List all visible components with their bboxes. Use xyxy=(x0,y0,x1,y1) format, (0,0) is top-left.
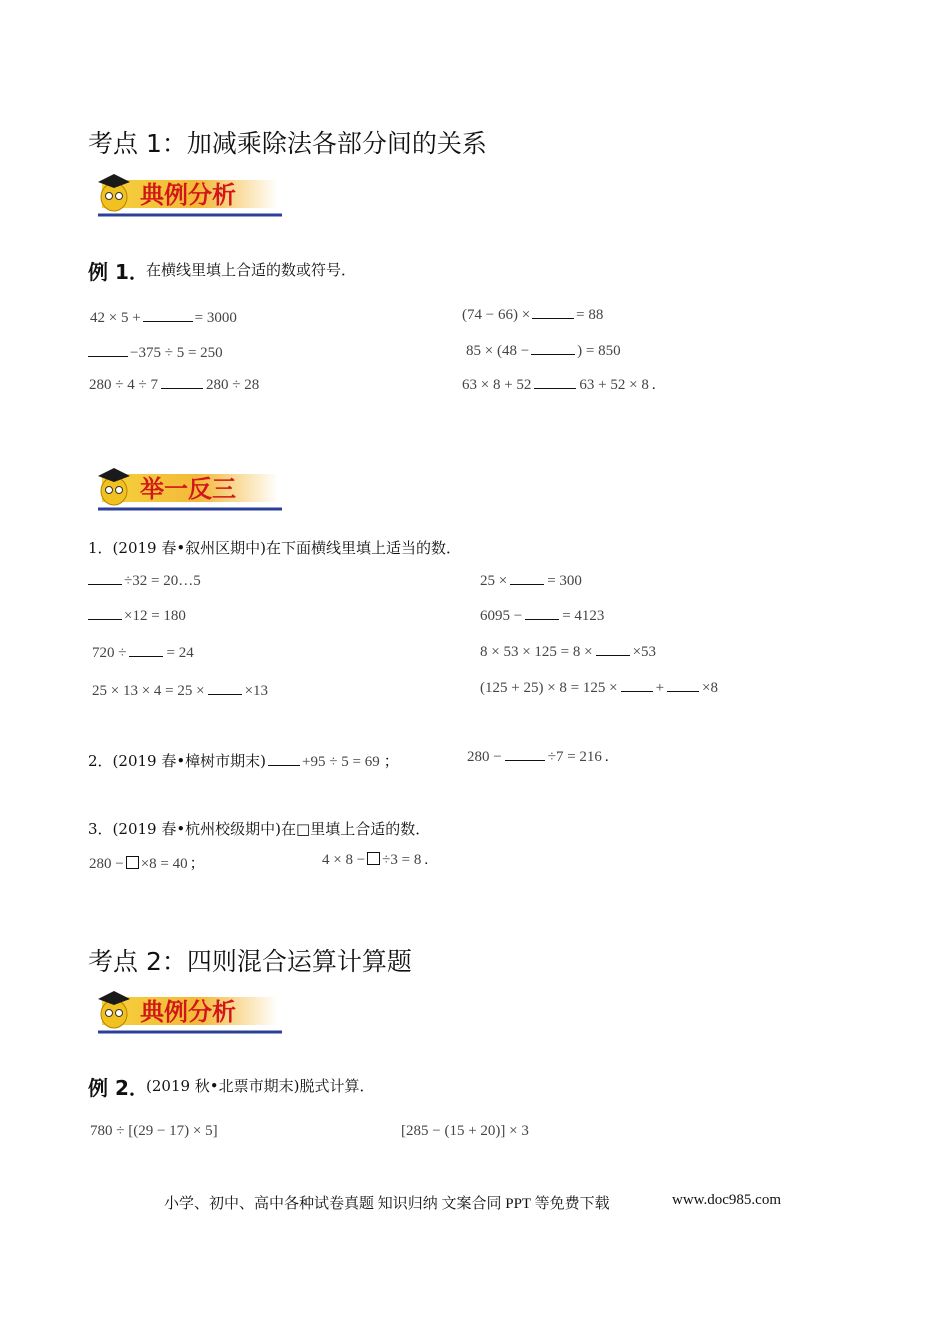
section-2-title: 考点 2：四则混合运算计算题 xyxy=(88,947,412,976)
q1-b2: 6095 − = 4123 xyxy=(480,605,604,625)
answer-blank[interactable] xyxy=(532,304,574,319)
answer-blank[interactable] xyxy=(88,605,122,620)
q1-b1: 25 × = 300 xyxy=(480,570,582,590)
dianli-banner xyxy=(92,168,284,220)
ex1-row2-right: 85 × (48 − ) = 850 xyxy=(466,340,621,360)
example-1-prompt: 在横线里填上合适的数或符号． xyxy=(146,261,357,279)
ex1-row1-left: 42 × 5 + = 3000 xyxy=(90,307,237,327)
ex1-row1-right: (74 − 66) × = 88 xyxy=(462,304,603,324)
answer-blank[interactable] xyxy=(510,570,544,585)
answer-blank[interactable] xyxy=(596,641,630,656)
ex1-row3-left: 280 ÷ 4 ÷ 7 280 ÷ 28 xyxy=(89,374,259,394)
example-2-prompt: (2019 秋•北票市期末)脱式计算． xyxy=(146,1077,375,1095)
footer-url[interactable]: www.doc985.com xyxy=(672,1192,782,1208)
answer-blank[interactable] xyxy=(667,677,699,692)
answer-blank[interactable] xyxy=(268,751,300,766)
q2-right: 280 − ÷7 = 216 . xyxy=(467,746,609,766)
q3-right: 4 × 8 − ÷3 = 8 . xyxy=(322,852,429,868)
dianli-banner-2 xyxy=(92,985,284,1037)
q1-b4: (125 + 25) × 8 = 125 × + ×8 xyxy=(480,677,718,697)
answer-blank[interactable] xyxy=(88,570,122,585)
q1-a4: 25 × 13 × 4 = 25 × ×13 xyxy=(92,680,268,700)
answer-blank[interactable] xyxy=(208,680,242,695)
answer-blank[interactable] xyxy=(621,677,653,692)
q1-a3: 720 ÷ = 24 xyxy=(92,642,194,662)
dianli-banner-2-text: 典例分析 xyxy=(140,998,236,1026)
example-2-expr-2: [285 − (15 + 20)] × 3 xyxy=(401,1123,529,1139)
answer-blank[interactable] xyxy=(161,374,203,389)
answer-blank[interactable] xyxy=(525,605,559,620)
juyi-banner-text: 举一反三 xyxy=(140,475,236,503)
answer-blank[interactable] xyxy=(129,642,163,657)
answer-blank[interactable] xyxy=(534,374,576,389)
answer-box[interactable] xyxy=(126,856,139,869)
example-1-label: 例 1． xyxy=(88,260,149,284)
q1-b3: 8 × 53 × 125 = 8 × ×53 xyxy=(480,641,656,661)
answer-blank[interactable] xyxy=(505,746,545,761)
answer-blank[interactable] xyxy=(531,340,575,355)
example-2-label: 例 2． xyxy=(88,1076,149,1100)
juyi-banner xyxy=(92,462,284,514)
ex1-row3-right: 63 × 8 + 52 63 + 52 × 8 . xyxy=(462,374,656,394)
q3-left: 280 − ×8 = 40 ； xyxy=(89,856,205,872)
footer-text: 小学、初中、高中各种试卷真题 知识归纳 文案合同 PPT 等免费下载 xyxy=(164,1196,610,1212)
example-2-expr-1: 780 ÷ [(29 − 17) × 5] xyxy=(90,1123,218,1139)
q2-line: 2．(2019 春•樟树市期末) +95 ÷ 5 = 69 ； xyxy=(88,752,399,770)
q1-text: 1．(2019 春•叙州区期中)在下面横线里填上适当的数． xyxy=(88,539,462,557)
ex1-row2-left: −375 ÷ 5 = 250 xyxy=(88,342,223,362)
answer-box[interactable] xyxy=(367,852,380,865)
answer-blank[interactable] xyxy=(143,307,193,322)
dianli-banner-text: 典例分析 xyxy=(140,181,236,209)
q1-a1: ÷32 = 20…5 xyxy=(88,570,201,590)
q1-a2: ×12 = 180 xyxy=(88,605,186,625)
answer-blank[interactable] xyxy=(88,342,128,357)
section-1-title: 考点 1：加减乘除法各部分间的关系 xyxy=(88,129,487,158)
q3-text: 3．(2019 春•杭州校级期中)在□里填上合适的数． xyxy=(88,820,431,838)
